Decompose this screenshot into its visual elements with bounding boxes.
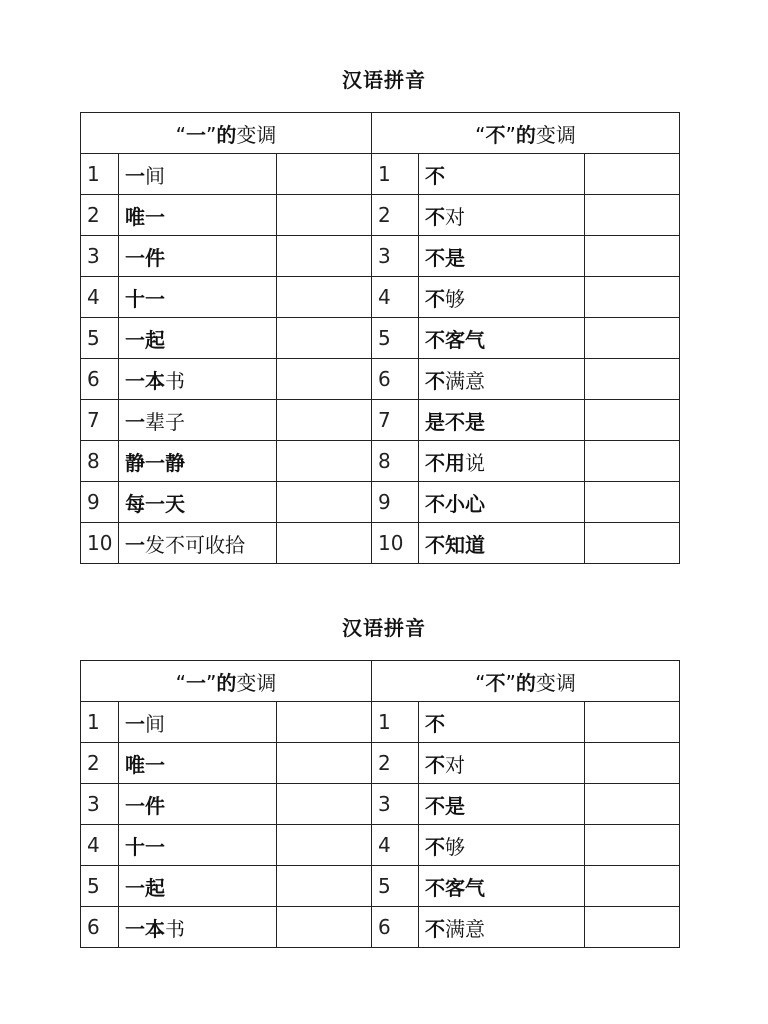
tone-table <box>80 112 680 564</box>
row-number: 9 <box>81 482 119 523</box>
row-number: 8 <box>372 441 419 482</box>
yi-word-cell <box>119 318 277 359</box>
yi-word-cell <box>119 825 277 866</box>
text-run: ” <box>206 670 217 695</box>
bu-word-cell <box>419 702 585 743</box>
text-run: 不是 <box>425 245 466 270</box>
row-number: 3 <box>372 784 419 825</box>
yi-answer-cell <box>277 400 372 441</box>
row-number: 1 <box>372 702 419 743</box>
text-run: 够 <box>445 834 466 859</box>
yi-answer-cell <box>277 523 372 564</box>
yi-answer-cell <box>277 784 372 825</box>
bu-answer-cell <box>585 441 680 482</box>
row-number: 1 <box>81 702 119 743</box>
text-run: 静一静 <box>125 450 185 475</box>
row-number: 6 <box>81 359 119 400</box>
table-row <box>81 702 680 743</box>
text-run: 不 <box>425 368 446 393</box>
text-run: 的 <box>515 670 536 695</box>
text-run: 不 <box>425 916 446 941</box>
row-number: 7 <box>81 400 119 441</box>
tone-table <box>80 660 680 948</box>
row-number: 5 <box>81 866 119 907</box>
text-run: 说 <box>465 450 486 475</box>
text-run: 不 <box>485 122 506 147</box>
bu-word-cell <box>419 236 585 277</box>
bu-word-cell <box>419 400 585 441</box>
yi-word-cell <box>119 523 277 564</box>
bu-word-cell <box>419 523 585 564</box>
bu-answer-cell <box>585 359 680 400</box>
yi-word-cell <box>119 907 277 948</box>
bu-word-cell <box>419 441 585 482</box>
text-run: 的 <box>216 670 237 695</box>
text-run: 一 <box>125 409 145 434</box>
table-row <box>81 743 680 784</box>
yi-answer-cell <box>277 743 372 784</box>
text-run: 变调 <box>535 670 576 695</box>
yi-answer-cell <box>277 825 372 866</box>
bu-word-cell <box>419 154 585 195</box>
yi-answer-cell <box>277 702 372 743</box>
table-row <box>81 318 680 359</box>
row-number: 2 <box>81 195 119 236</box>
yi-answer-cell <box>277 154 372 195</box>
text-run: 变调 <box>236 670 277 695</box>
bu-word-cell <box>419 866 585 907</box>
text-run: 不 <box>425 711 446 736</box>
row-number: 1 <box>81 154 119 195</box>
text-run: 十一 <box>125 834 165 859</box>
page-title: 汉语拼音 <box>342 68 426 92</box>
text-run: 够 <box>445 286 466 311</box>
text-run: 不是 <box>425 793 466 818</box>
text-run: 一 <box>125 532 145 557</box>
row-number: 4 <box>81 825 119 866</box>
header-yi-tone-change <box>81 661 372 702</box>
table-header-row <box>81 113 680 154</box>
table-row <box>81 907 680 948</box>
table-row <box>81 195 680 236</box>
table-row <box>81 154 680 195</box>
text-run: 不客气 <box>425 875 486 900</box>
text-run: 十一 <box>125 286 165 311</box>
row-number: 2 <box>81 743 119 784</box>
table-header-row <box>81 661 680 702</box>
row-number: 6 <box>372 359 419 400</box>
bu-answer-cell <box>585 743 680 784</box>
bu-answer-cell <box>585 784 680 825</box>
text-run: 对 <box>445 752 466 777</box>
text-run: 一起 <box>125 327 165 352</box>
text-run: 不 <box>425 286 446 311</box>
bu-word-cell <box>419 784 585 825</box>
bu-word-cell <box>419 318 585 359</box>
row-number: 3 <box>81 784 119 825</box>
row-number: 5 <box>372 318 419 359</box>
text-run: 的 <box>216 122 237 147</box>
bu-answer-cell <box>585 907 680 948</box>
table-row <box>81 277 680 318</box>
text-run: 不 <box>425 163 446 188</box>
yi-answer-cell <box>277 277 372 318</box>
header-bu-tone-change <box>372 661 680 702</box>
bu-answer-cell <box>585 195 680 236</box>
yi-word-cell <box>119 784 277 825</box>
bu-answer-cell <box>585 702 680 743</box>
bu-answer-cell <box>585 154 680 195</box>
row-number: 4 <box>372 277 419 318</box>
yi-word-cell <box>119 441 277 482</box>
text-run: 的 <box>515 122 536 147</box>
text-run: 对 <box>445 204 466 229</box>
row-number: 10 <box>372 523 419 564</box>
text-run: 不 <box>425 752 446 777</box>
row-number: 1 <box>372 154 419 195</box>
bu-answer-cell <box>585 866 680 907</box>
text-run: “ <box>175 670 187 695</box>
text-run: 一本 <box>125 368 165 393</box>
yi-answer-cell <box>277 866 372 907</box>
bu-word-cell <box>419 743 585 784</box>
yi-word-cell <box>119 277 277 318</box>
text-run: 是不是 <box>425 409 486 434</box>
text-run: 间 <box>145 163 165 188</box>
header-bu-tone-change <box>372 113 680 154</box>
row-number: 4 <box>372 825 419 866</box>
table-row <box>81 482 680 523</box>
bu-answer-cell <box>585 277 680 318</box>
row-number: 7 <box>372 400 419 441</box>
text-run: 一 <box>125 711 145 736</box>
text-run: 不客气 <box>425 327 486 352</box>
text-run: 不用 <box>425 450 466 475</box>
yi-word-cell <box>119 482 277 523</box>
bu-word-cell <box>419 482 585 523</box>
yi-answer-cell <box>277 441 372 482</box>
yi-answer-cell <box>277 236 372 277</box>
yi-answer-cell <box>277 482 372 523</box>
text-run: 唯一 <box>125 752 165 777</box>
bu-answer-cell <box>585 523 680 564</box>
bu-word-cell <box>419 195 585 236</box>
text-run: 间 <box>145 711 165 736</box>
yi-word-cell <box>119 702 277 743</box>
yi-word-cell <box>119 743 277 784</box>
bu-word-cell <box>419 277 585 318</box>
text-run: 唯一 <box>125 204 165 229</box>
table-row <box>81 784 680 825</box>
yi-word-cell <box>119 236 277 277</box>
text-run: 变调 <box>236 122 277 147</box>
text-run: 每一天 <box>125 491 185 516</box>
bu-word-cell <box>419 907 585 948</box>
text-run: 不小心 <box>425 491 486 516</box>
row-number: 9 <box>372 482 419 523</box>
row-number: 2 <box>372 195 419 236</box>
row-number: 5 <box>372 866 419 907</box>
table-row <box>81 236 680 277</box>
row-number: 3 <box>372 236 419 277</box>
page-title: 汉语拼音 <box>342 616 426 640</box>
row-number: 4 <box>81 277 119 318</box>
table-row <box>81 441 680 482</box>
table-row <box>81 400 680 441</box>
row-number: 8 <box>81 441 119 482</box>
yi-answer-cell <box>277 359 372 400</box>
yi-word-cell <box>119 195 277 236</box>
bu-word-cell <box>419 825 585 866</box>
header-yi-tone-change <box>81 113 372 154</box>
text-run: 书 <box>165 368 185 393</box>
row-number: 6 <box>81 907 119 948</box>
text-run: 发不可收拾 <box>145 532 245 557</box>
text-run: 一 <box>125 163 145 188</box>
table-row <box>81 825 680 866</box>
bu-word-cell <box>419 359 585 400</box>
text-run: “ <box>175 122 187 147</box>
text-run: 不知道 <box>425 532 486 557</box>
text-run: 书 <box>165 916 185 941</box>
text-run: 不 <box>425 204 446 229</box>
row-number: 6 <box>372 907 419 948</box>
text-run: 一 <box>186 670 207 695</box>
text-run: ” <box>505 670 516 695</box>
yi-answer-cell <box>277 907 372 948</box>
yi-answer-cell <box>277 318 372 359</box>
bu-answer-cell <box>585 482 680 523</box>
text-run: 一 <box>186 122 207 147</box>
text-run: 变调 <box>535 122 576 147</box>
row-number: 3 <box>81 236 119 277</box>
text-run: 辈子 <box>145 409 185 434</box>
text-run: 满意 <box>445 368 486 393</box>
text-run: 不 <box>485 670 506 695</box>
table-row <box>81 523 680 564</box>
text-run: 一件 <box>125 245 165 270</box>
text-run: 一起 <box>125 875 165 900</box>
bu-answer-cell <box>585 825 680 866</box>
text-run: 满意 <box>445 916 486 941</box>
row-number: 5 <box>81 318 119 359</box>
text-run: 不 <box>425 834 446 859</box>
yi-word-cell <box>119 359 277 400</box>
table-row <box>81 359 680 400</box>
yi-word-cell <box>119 866 277 907</box>
bu-answer-cell <box>585 318 680 359</box>
bu-answer-cell <box>585 400 680 441</box>
text-run: “ <box>475 670 486 695</box>
yi-word-cell <box>119 400 277 441</box>
bu-answer-cell <box>585 236 680 277</box>
text-run: 一本 <box>125 916 165 941</box>
text-run: “ <box>475 122 486 147</box>
text-run: 一件 <box>125 793 165 818</box>
text-run: ” <box>505 122 516 147</box>
row-number: 10 <box>81 523 119 564</box>
yi-answer-cell <box>277 195 372 236</box>
row-number: 2 <box>372 743 419 784</box>
yi-word-cell <box>119 154 277 195</box>
table-row <box>81 866 680 907</box>
text-run: ” <box>206 122 217 147</box>
